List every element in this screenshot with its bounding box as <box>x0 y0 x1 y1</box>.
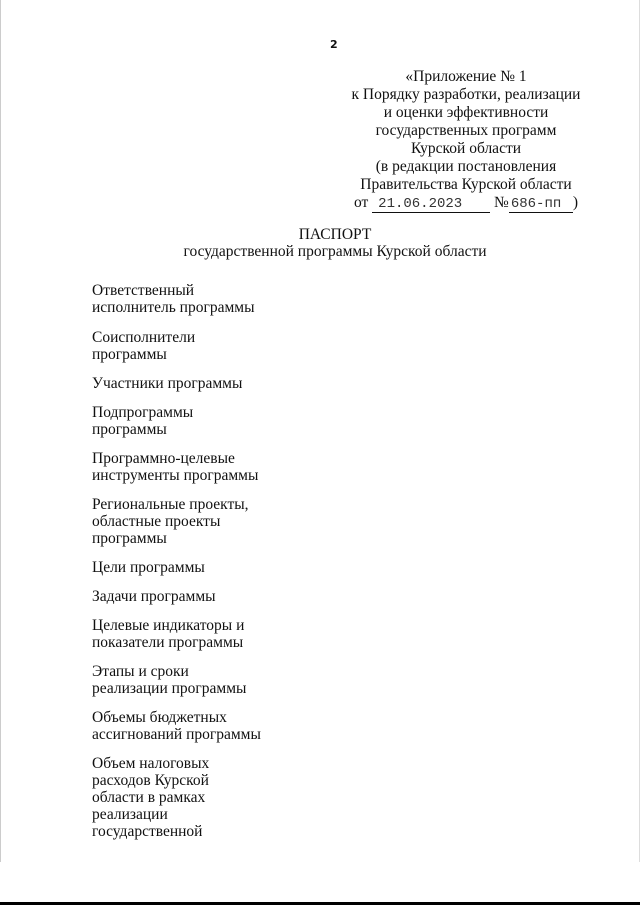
resolution-number: 686-пп <box>509 197 573 213</box>
passport-field-label <box>92 404 193 438</box>
passport-field-label <box>92 709 261 743</box>
appendix-line: (в редакции постановления <box>375 158 557 175</box>
label-line: Региональные проекты, <box>92 496 249 513</box>
appendix-line: государственных программ <box>375 122 557 139</box>
passport-field-label <box>92 450 258 484</box>
label-line: Целевые индикаторы и <box>92 617 245 634</box>
passport-field-label <box>92 559 205 576</box>
appendix-line: и оценки эффективности <box>383 104 549 121</box>
appendix-date-line <box>330 194 602 213</box>
label-line: исполнитель программы <box>92 299 255 316</box>
passport-field-label <box>92 329 195 363</box>
label-line: области в рамках <box>92 789 206 806</box>
label-line: инструменты программы <box>92 467 259 484</box>
passport-field-label <box>92 375 242 392</box>
appendix-line: к Порядку разработки, реализации <box>351 86 581 103</box>
label-line: Цели программы <box>92 559 205 576</box>
label-line: Этапы и сроки <box>92 663 189 680</box>
label-line: Соисполнители <box>92 329 196 346</box>
passport-field-label <box>92 282 255 316</box>
scan-bottom-edge <box>0 902 640 905</box>
appendix-line: «Приложение № 1 <box>405 68 527 85</box>
label-line: Участники программы <box>92 375 243 392</box>
close-paren: ) <box>572 194 579 211</box>
scan-edge-left <box>0 0 1 862</box>
label-line: областные проекты <box>92 513 221 530</box>
label-line: программы <box>92 346 167 363</box>
label-line: программы <box>92 421 167 438</box>
label-line: Задачи программы <box>92 588 216 605</box>
passport-field-label <box>92 588 216 605</box>
subtitle: государственной программы Курской области <box>183 243 487 260</box>
number-prefix: № <box>494 194 509 211</box>
label-line: показатели программы <box>92 634 244 651</box>
appendix-line: Курской области <box>410 140 522 157</box>
label-line: Ответственный <box>92 282 195 299</box>
page-number: 2 <box>330 38 338 51</box>
title: ПАСПОРТ <box>298 226 372 243</box>
label-line: Объем налоговых <box>92 755 210 772</box>
label-line: Программно-целевые <box>92 450 235 467</box>
passport-field-label <box>92 496 249 547</box>
label-line: Подпрограммы <box>92 404 194 421</box>
appendix-header <box>330 68 602 213</box>
label-line: реализации программы <box>92 680 247 697</box>
passport-title <box>0 226 640 260</box>
label-line: расходов Курской <box>92 772 209 789</box>
label-line: Объемы бюджетных <box>92 709 227 726</box>
label-line: государственной <box>92 823 203 840</box>
label-line: ассигнований программы <box>92 726 261 743</box>
from-prefix: от <box>353 194 369 211</box>
resolution-date: 21.06.2023 <box>372 197 490 213</box>
label-line: программы <box>92 530 167 547</box>
appendix-line: Правительства Курской области <box>360 176 572 193</box>
label-line: реализации <box>92 806 168 823</box>
passport-field-label <box>92 663 246 697</box>
passport-field-label <box>92 755 209 840</box>
passport-field-label <box>92 617 244 651</box>
